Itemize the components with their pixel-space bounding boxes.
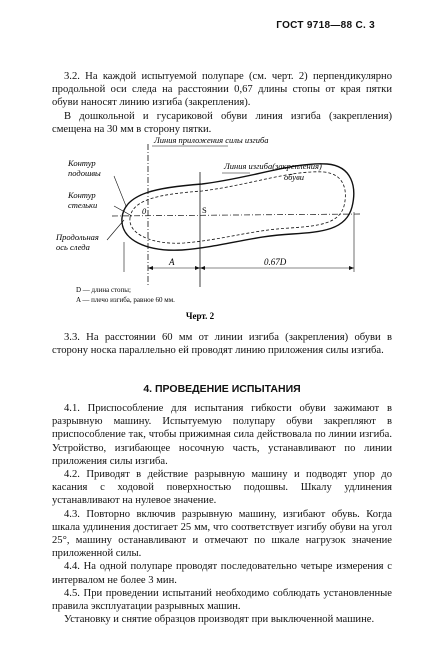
paragraph-3-2-note: В дошкольной и гусариковой обуви линия изгиба (закрепления) смещена на 30 мм в сторону пятки. bbox=[52, 110, 392, 135]
arrow-d-right bbox=[349, 266, 354, 270]
section-3-3 bbox=[52, 331, 392, 357]
paragraph-4-1: 4.1. Приспособление для испытания гибкости обуви зажимают в разрывную машину. Испытуемую полупару обуви закрепляют в приспособление так, чтобы прижимная сила действовала по линии изгиба. Устройство, изгибающее носочную часть, устанавливают по линии приложения силы изгиба. bbox=[52, 403, 392, 467]
label-dim-067d: 0.67D bbox=[264, 257, 287, 267]
figure-drawing-2 bbox=[52, 132, 372, 322]
section-4-heading: 4. ПРОВЕДЕНИЕ ИСПЫТАНИЯ bbox=[143, 383, 301, 395]
legend-d: D — длина стопы; bbox=[76, 286, 131, 294]
paragraph-3-2: 3.2. На каждой испытуемой полупаре (см. черт. 2) перпендикулярно продольной оси следа на расстоянии 0,67 длины стопы от края пятки обуви наносят линию изгиба (закрепления). bbox=[52, 71, 392, 109]
section-3-2 bbox=[52, 70, 392, 136]
paragraph-3-3: 3.3. На расстоянии 60 мм от линии изгиба (закрепления) обуви в сторону носка параллельно ей проводят линию приложения силы изгиба. bbox=[52, 332, 392, 357]
label-bend-line: Линия изгиба(закрепления) bbox=[224, 161, 322, 171]
label-point-s: S bbox=[202, 205, 207, 215]
longitudinal-axis bbox=[112, 214, 362, 216]
leader-axis bbox=[107, 220, 124, 240]
paragraph-4-4: 4.4. На одной полупаре проводят последовательно четыре измерения с интервалом не более 3 мин. bbox=[52, 561, 392, 586]
arrow-d-left bbox=[200, 266, 205, 270]
paragraph-4-6: Установку и снятие образцов производят при выключенной машине. bbox=[64, 614, 375, 626]
page-header: ГОСТ 9718—88 С. 3 bbox=[276, 20, 375, 31]
label-shoe: обуви bbox=[284, 172, 305, 182]
label-axis-2: ось следа bbox=[56, 242, 90, 252]
paragraph-4-2: 4.2. Приводят в действие разрывную машину и подводят упор до касания с ходовой поверхностью подошвы. Шкалу удлинения устанавливают на нулевое значение. bbox=[52, 469, 392, 507]
arrow-a-left bbox=[148, 266, 153, 270]
label-insole-contour-2: стельки bbox=[68, 200, 98, 210]
paragraph-4-3: 4.3. Повторно включив разрывную машину, изгибают обувь. Когда шкала удлинения достигает 25 мм, что соответствует изгибу обуви на угол 25°, машину останавливают и отмечают по шкале нагрузок значение приложенной силы. bbox=[52, 508, 392, 560]
label-sole-contour-2: подошвы bbox=[68, 168, 101, 178]
label-dim-a: A bbox=[169, 257, 175, 267]
label-insole-contour-1: Контур bbox=[68, 190, 96, 200]
figure-caption: Черт. 2 bbox=[185, 311, 215, 321]
sole-contour bbox=[122, 164, 354, 250]
paragraph-4-5: 4.5. При проведении испытаний необходимо соблюдать установленные правила эксплуатации разрывных машин. bbox=[52, 587, 392, 613]
arrow-a-right bbox=[195, 266, 200, 270]
label-point-o: 0 bbox=[142, 206, 147, 216]
label-force-line: Линия приложения силы изгиба bbox=[154, 135, 269, 145]
label-sole-contour-1: Контур bbox=[68, 158, 96, 168]
legend-a: A — плечо изгиба, равное 60 мм. bbox=[76, 296, 175, 304]
section-4-body bbox=[52, 402, 392, 626]
leader-sole bbox=[114, 176, 126, 206]
label-axis-1: Продольная bbox=[56, 232, 99, 242]
